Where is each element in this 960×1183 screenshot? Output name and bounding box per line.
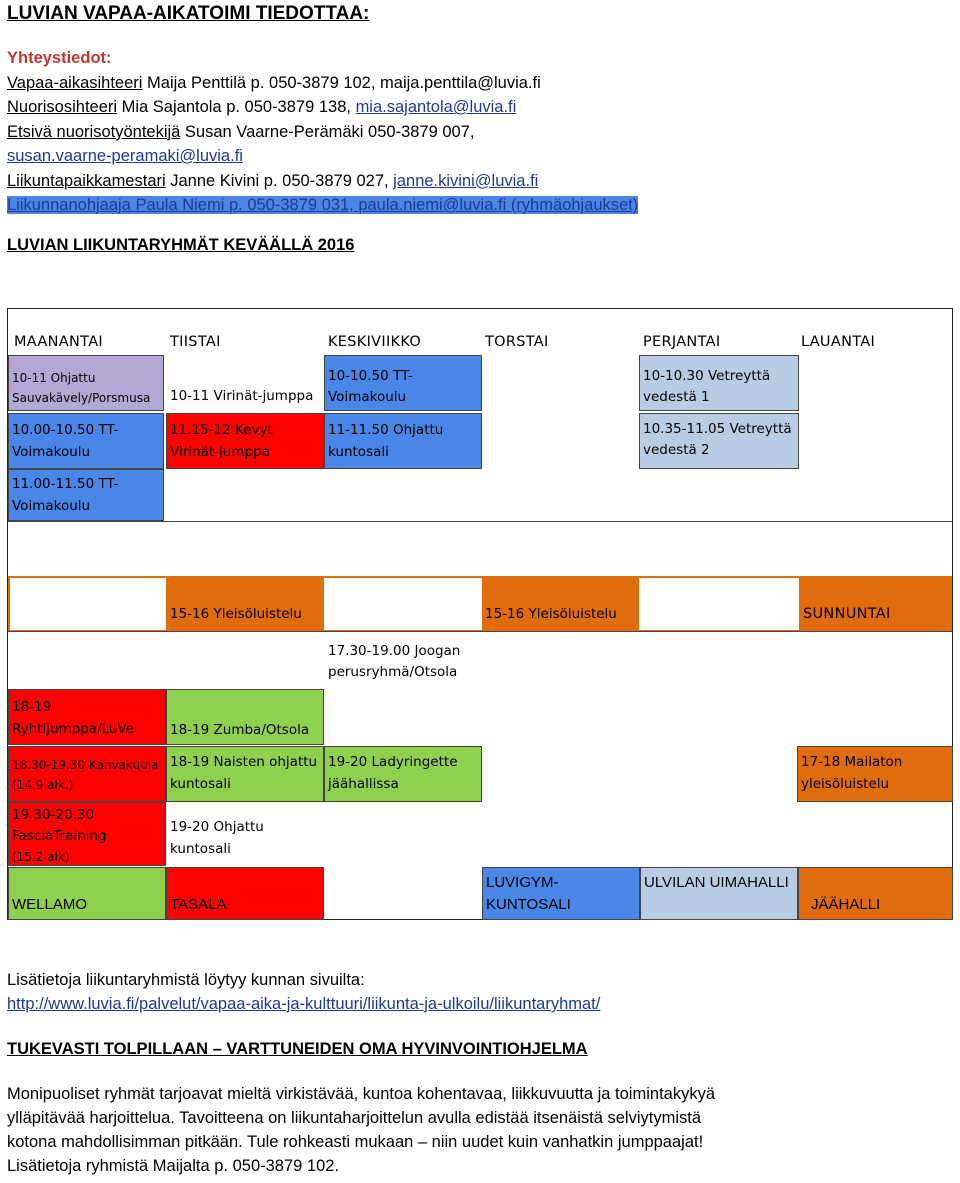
day-header-thursday: TORSTAI bbox=[485, 334, 549, 350]
class-cell: 18-19 Zumba/Otsola bbox=[166, 689, 324, 745]
class-cell: 17.30-19.00 Joogan perusryhmä/Otsola bbox=[328, 643, 461, 680]
class-cell: 19-20 Ohjattu kuntosali bbox=[170, 819, 264, 857]
day-header-monday: MAANANTAI bbox=[14, 334, 103, 350]
class-cell: 18-19 Ryhtijumppa/LuVe bbox=[8, 689, 166, 745]
venue-ulvila-uimahalli: ULVILAN UIMAHALLI bbox=[640, 867, 798, 920]
contact-line bbox=[7, 193, 638, 218]
empty-row bbox=[8, 521, 952, 577]
class-cell: 10-11 Virinät-jumppa bbox=[170, 388, 314, 404]
program-text: Monipuoliset ryhmät tarjoavat mieltä virkistävää, kuntoa kohentavaa, liikkuvuutta ja toimintakykyä bbox=[7, 1085, 716, 1103]
program-text: kotona mahdollisimman pitkään. Tule rohkeasti mukaan – niin uudet kuin vanhatkin jumppaajat! bbox=[7, 1133, 704, 1151]
class-cell bbox=[8, 746, 166, 802]
empty-cell bbox=[324, 578, 482, 630]
program-text: Lisätietoja ryhmistä Maijalta p. 050-3879 102. bbox=[7, 1157, 340, 1175]
contact-line bbox=[7, 71, 638, 96]
empty-cell bbox=[639, 578, 799, 630]
contact-text: Susan Vaarne-Perämäki 050-3879 007, bbox=[180, 122, 475, 141]
day-header-saturday: LAUANTAI bbox=[801, 334, 876, 350]
class-start-note: (14.9 alk.) bbox=[12, 778, 74, 792]
info-link[interactable]: http://www.luvia.fi/palvelut/vapaa-aika-ja-kulttuuri/liikunta-ja-ulkoilu/liikuntaryhmat/ bbox=[7, 995, 601, 1013]
contact-line bbox=[7, 95, 638, 120]
contact-text: Maija Penttilä p. 050-3879 102, maija.penttila@luvia.fi bbox=[142, 73, 541, 92]
class-cell: 10.00-10.50 TT-Voimakoulu bbox=[8, 413, 164, 469]
groups-title: LUVIAN LIIKUNTARYHMÄT KEVÄÄLLÄ 2016 bbox=[7, 236, 355, 254]
class-cell: 10.35-11.05 Vetreyttä vedestä 2 bbox=[639, 413, 799, 469]
class-cell: 10-10.50 TT-Voimakoulu bbox=[324, 355, 482, 411]
class-cell bbox=[8, 802, 166, 866]
day-header-sunday: SUNNUNTAI bbox=[803, 606, 891, 622]
class-cell: 15-16 Yleisöluistelu bbox=[170, 606, 302, 622]
venue-tasala: TASALA bbox=[166, 867, 324, 920]
day-header-tuesday: TIISTAI bbox=[170, 334, 221, 350]
class-cell: 10-10.30 Vetreyttä vedestä 1 bbox=[639, 355, 799, 411]
contact-text: Mia Sajantola p. 050-3879 138, bbox=[117, 98, 356, 116]
day-header-friday: PERJANTAI bbox=[643, 334, 721, 350]
venue-jaahalli: JÄÄHALLI bbox=[798, 867, 953, 920]
page-title: LUVIAN VAPAA-AIKATOIMI TIEDOTTAA: bbox=[7, 3, 370, 24]
class-time-name: 18.30-19.30 Kahvakuula bbox=[12, 758, 159, 772]
contact-role: Liikuntapaikkamestari bbox=[7, 171, 166, 190]
program-heading: TUKEVASTI TOLPILLAAN – VARTTUNEIDEN OMA HYVINVOINTIOHJELMA bbox=[7, 1040, 588, 1058]
class-cell: 19-20 Ladyringette jäähallissa bbox=[324, 746, 482, 802]
class-cell: 17-18 Mailaton yleisöluistelu bbox=[797, 746, 953, 802]
day-header-wednesday: KESKIVIIKKO bbox=[328, 334, 422, 350]
contacts-heading: Yhteystiedot: bbox=[7, 49, 112, 67]
class-cell: 18-19 Naisten ohjattu kuntosali bbox=[166, 746, 324, 802]
program-text: ylläpitävää harjoittelua. Tavoitteena on liikuntaharjoittelun avulla edistää itsenäistä selviytymistä bbox=[7, 1109, 702, 1127]
contact-role: Nuorisosihteeri bbox=[7, 98, 118, 116]
contact-line bbox=[7, 120, 638, 145]
contact-role: Vapaa-aikasihteeri bbox=[7, 73, 143, 92]
info-text: Lisätietoja liikuntaryhmistä löytyy kunnan sivuilta: bbox=[7, 971, 365, 989]
contacts bbox=[7, 46, 638, 218]
class-cell: 10-11 Ohjattu Sauvakävely/Porsmusa bbox=[8, 355, 164, 411]
email-link[interactable]: mia.sajantola@luvia.fi bbox=[355, 98, 517, 116]
contact-role: Etsivä nuorisotyöntekijä bbox=[7, 122, 181, 141]
email-link[interactable]: susan.vaarne-peramaki@luvia.fi bbox=[7, 147, 243, 165]
contact-line bbox=[7, 169, 638, 194]
class-cell: 11.15-12 Kevyt Virinät-jumppa bbox=[166, 413, 324, 469]
contact-line bbox=[7, 144, 638, 169]
class-cell: 15-16 Yleisöluistelu bbox=[485, 606, 617, 622]
schedule-table bbox=[7, 308, 953, 920]
venue-wellamo: WELLAMO bbox=[8, 867, 166, 920]
contact-text[interactable]: Liikunnanohjaaja Paula Niemi p. 050-3879 031, paula.niemi@luvia.fi (ryhmäohjaukset) bbox=[7, 196, 639, 214]
venue-luvigym: LUVIGYM-KUNTOSALI bbox=[482, 867, 640, 920]
email-link[interactable]: janne.kivini@luvia.fi bbox=[393, 171, 539, 190]
class-cell: 11-11.50 Ohjattu kuntosali bbox=[324, 413, 482, 469]
footer bbox=[7, 968, 953, 1178]
class-time-name: 19.30-20.30 FasciaTraining bbox=[12, 807, 107, 844]
empty-cell bbox=[10, 578, 166, 630]
class-start-note: (15.2 alk) bbox=[12, 850, 70, 864]
class-cell: 11.00-11.50 TT-Voimakoulu bbox=[8, 469, 164, 521]
contact-text: Janne Kivini p. 050-3879 027, bbox=[165, 171, 394, 190]
